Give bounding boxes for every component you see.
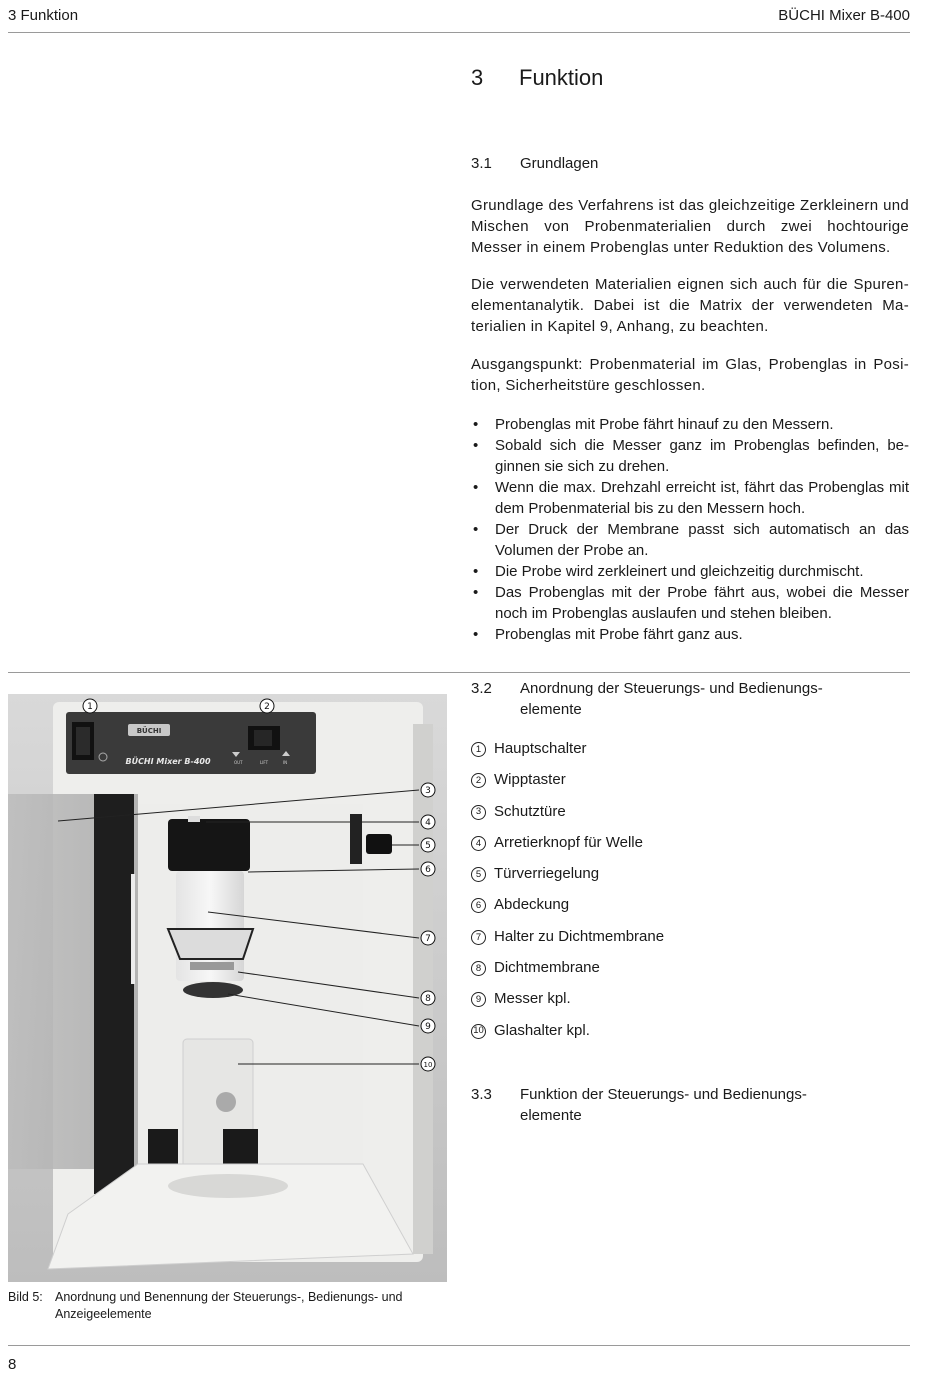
legend-label: Hauptschalter (494, 740, 587, 757)
chapter-title-text: Funktion (519, 65, 604, 90)
callout-5: 5 (425, 841, 431, 851)
callout-number: 9 (471, 992, 486, 1007)
callout-7: 7 (425, 934, 431, 944)
section-3-1-heading (471, 153, 909, 174)
page-number: 8 (8, 1356, 17, 1373)
section-number: 3.1 (471, 155, 492, 172)
panel-label-out: OUT (234, 760, 243, 765)
chapter-title (471, 64, 909, 92)
model-label: BÜCHI Mixer B-400 (125, 757, 211, 766)
running-header-product: BÜCHI Mixer B-400 (778, 7, 910, 24)
process-steps-list (471, 414, 909, 645)
header-rule (8, 32, 910, 33)
section-number: 3.3 (471, 1086, 492, 1103)
legend-item (471, 1022, 909, 1053)
callout-number: 6 (471, 898, 486, 913)
callout-number: 1 (471, 742, 486, 757)
list-item: • Probenglas mit Probe fährt ganz aus. (471, 624, 909, 645)
list-item: • Das Probenglas mit der Probe fährt aus, wobei die Messer noch im Probenglas auslaufen und stehen bleiben. (471, 582, 909, 624)
legend-item (471, 865, 909, 896)
paragraph: Grundlage des Verfahrens ist das gleichzeitige Zerkleinern und Mischen von Probenmaterialien durch zwei hochtourige Messer in einem Probenglas unter Reduktion des Volumens. (471, 197, 909, 256)
legend-item (471, 959, 909, 990)
list-item: • Der Druck der Membrane passt sich automatisch an das Volumen der Probe an. (471, 519, 909, 561)
callout-number: 7 (471, 930, 486, 945)
legend-item (471, 771, 909, 802)
brand-logo: BÜCHI (136, 727, 162, 735)
footer-rule (8, 1345, 910, 1346)
callout-number: 10 (471, 1024, 486, 1039)
legend-label: Schutztüre (494, 802, 566, 820)
legend-label: Abdeckung (494, 896, 570, 914)
section-rule (8, 672, 910, 673)
legend-label: Türverriegelung (494, 865, 600, 883)
mixer-illustration (8, 694, 447, 1282)
callout-10: 10 (423, 1061, 433, 1069)
paragraph: Ausgangspunkt: Probenmaterial im Glas, Probenglas in Posi-tion, Sicherheitstüre geschlossen. (471, 356, 909, 394)
caption-label: Bild 5: (8, 1290, 43, 1304)
callout-number: 5 (471, 867, 486, 882)
legend-label: Dichtmembrane (494, 959, 600, 977)
section-3-3-heading (471, 1084, 851, 1126)
legend-label: Arretierknopf für Welle (494, 833, 643, 851)
list-item: • Sobald sich die Messer ganz im Probenglas befinden, be-ginnen sie sich zu drehen. (471, 435, 909, 477)
legend-item (471, 834, 909, 865)
paragraph: Die verwendeten Materialien eignen sich auch für die Spuren-elementanalytik. Dabei ist die Matrix der verwendeten Ma-terialien in Kapitel 9, Anhang, zu beachten. (471, 276, 909, 335)
list-item: • Die Probe wird zerkleinert und gleichzeitig durchmischt. (471, 561, 909, 582)
callout-8: 8 (425, 994, 431, 1004)
list-item: • Wenn die max. Drehzahl erreicht ist, fährt das Probenglas mit dem Probenmaterial bis zu den Messern hoch. (471, 477, 909, 519)
callout-2: 2 (264, 702, 270, 712)
section-title: Anordnung der Steuerungs- und Bedienungs-elemente (520, 680, 823, 718)
callout-number: 2 (471, 773, 486, 788)
legend-list (471, 740, 909, 1053)
legend-item (471, 803, 909, 834)
legend-label: Messer kpl. (494, 990, 571, 1008)
legend-item (471, 928, 909, 959)
callout-9: 9 (425, 1022, 431, 1032)
figure-caption (8, 1289, 428, 1323)
legend-label: Glashalter kpl. (494, 1021, 590, 1039)
legend-item (471, 896, 909, 927)
callout-1: 1 (87, 702, 93, 712)
section-3-2-heading (471, 678, 851, 720)
list-item: • Probenglas mit Probe fährt hinauf zu den Messern. (471, 414, 909, 435)
chapter-number: 3 (471, 65, 484, 90)
section-title: Grundlagen (520, 155, 599, 172)
legend-label: Wipptaster (494, 771, 566, 789)
section-title: Funktion der Steuerungs- und Bedienungs-elemente (520, 1086, 807, 1124)
callout-number: 4 (471, 836, 486, 851)
section-number: 3.2 (471, 680, 492, 697)
running-header-chapter: 3 Funktion (8, 7, 79, 24)
panel-label-lift: LIFT (260, 760, 269, 765)
caption-text: Anordnung und Benennung der Steuerungs-, Bedienungs- und Anzeigeelemente (55, 1290, 403, 1321)
legend-item (471, 740, 909, 771)
callout-number: 3 (471, 805, 486, 820)
legend-item (471, 990, 909, 1021)
panel-label-in: IN (283, 760, 288, 765)
legend-label: Halter zu Dichtmembrane (494, 927, 665, 945)
callout-6: 6 (425, 865, 431, 875)
callout-4: 4 (425, 818, 431, 828)
callout-3: 3 (425, 786, 431, 796)
mixer-photo (8, 694, 447, 1282)
callout-number: 8 (471, 961, 486, 976)
